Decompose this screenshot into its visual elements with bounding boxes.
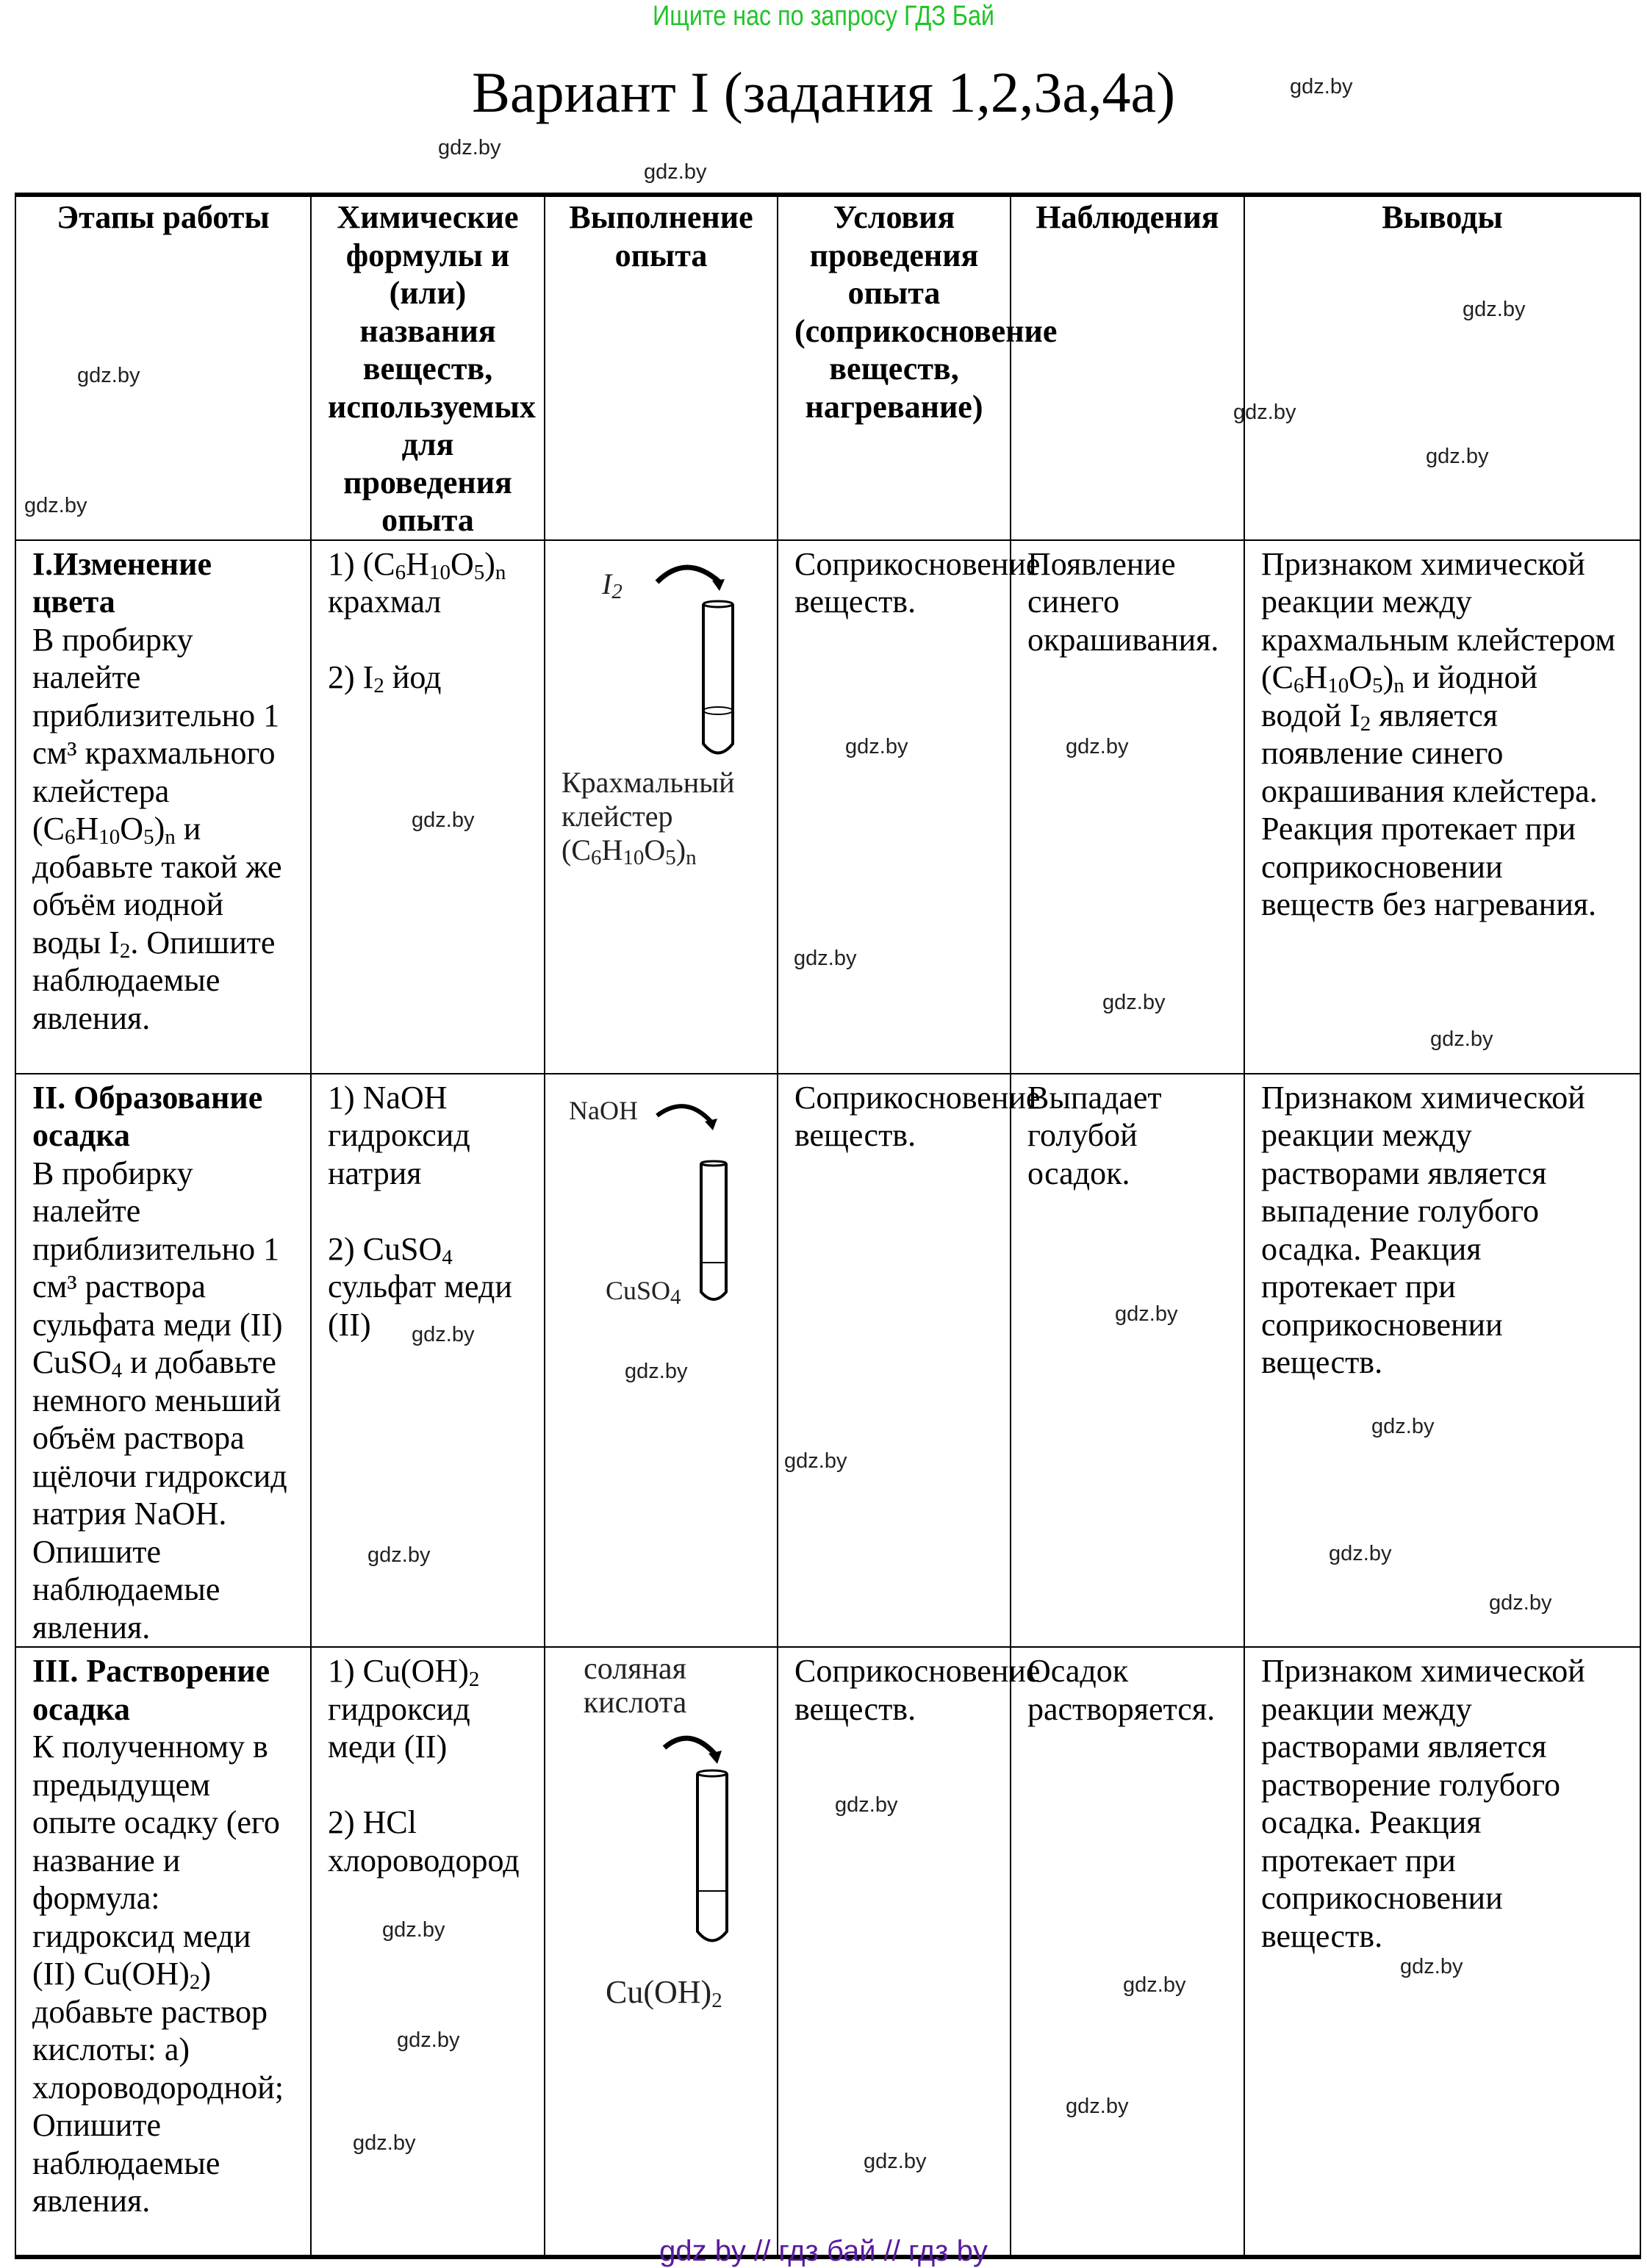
watermark: gdz.by — [845, 735, 908, 758]
watermark: gdz.by — [77, 364, 140, 387]
search-banner[interactable]: Ищите нас по запросу ГДЗ Бай — [653, 1, 994, 32]
watermark: gdz.by — [438, 136, 501, 159]
stage-text: В пробирку налейте приблизительно 1 см³ крахмального клейстера $(C_6H_{10}O_5)_n$ и добавьте такой же объём иодной воды $I_2$. Опишите наблюдаемые явления. — [32, 621, 282, 1036]
watermark: gdz.by — [397, 2028, 460, 2052]
watermark: gdz.by — [835, 1793, 898, 1817]
watermark: gdz.by — [1371, 1415, 1435, 1438]
execution-cell — [545, 1647, 778, 2257]
table-row — [15, 1074, 1640, 1648]
experiment-table — [15, 193, 1641, 2259]
test-tube-diagram — [561, 1652, 761, 2255]
watermark: gdz.by — [644, 160, 707, 184]
watermark: gdz.by — [412, 1323, 475, 1346]
watermark: gdz.by — [625, 1360, 688, 1383]
conditions-cell: Соприкосновение веществ. — [778, 540, 1011, 1074]
conditions-cell: Соприкосновение веществ. — [778, 1647, 1011, 2257]
stage-title: III. Растворение осадка — [32, 1653, 270, 1727]
formulas-cell — [311, 540, 545, 1074]
formula-item: 2) HCl хлороводород — [328, 1804, 520, 1878]
header-execution: Выполнение опыта — [545, 195, 778, 540]
reagent-label: $I_2$ — [602, 567, 622, 603]
watermark: gdz.by — [1066, 735, 1129, 758]
page-title: Вариант I (задания 1,2,3а,4а) — [471, 60, 1176, 124]
watermark: gdz.by — [412, 808, 475, 832]
watermark: gdz.by — [1233, 401, 1296, 424]
table-header-row — [15, 195, 1640, 540]
watermark: gdz.by — [1066, 2095, 1129, 2118]
formulas-cell — [311, 1647, 545, 2257]
watermark: gdz.by — [794, 947, 857, 970]
formula-item: 2) $I_2$ йод — [328, 659, 442, 697]
watermark: gdz.by — [1430, 1027, 1493, 1051]
stage-cell — [15, 540, 311, 1074]
header-conditions: Условия проведения опыта (соприкосновение веществ, нагревание) — [778, 195, 1011, 540]
watermark: gdz.by — [784, 1449, 847, 1473]
header-conclusions: Выводы — [1244, 195, 1640, 540]
stage-cell — [15, 1074, 311, 1648]
watermark: gdz.by — [1463, 298, 1526, 321]
stage-title: I.Изменение цвета — [32, 545, 212, 620]
watermark: gdz.by — [1123, 1973, 1186, 1997]
watermark: gdz.by — [382, 1918, 445, 1942]
substance-label: $Cu(OH)_2$ — [606, 1974, 722, 2012]
execution-cell — [545, 540, 778, 1074]
watermark: gdz.by — [1329, 1542, 1392, 1565]
watermark: gdz.by — [1400, 1955, 1463, 1978]
substance-label: Крахмальный клейстер $(C_6H_{10}O_5)_n$ — [561, 765, 735, 869]
conclusions-cell: Признаком химической реакции между растворами является выпадение голубого осадка. Реакция протекает при соприкосновении веществ. — [1244, 1074, 1640, 1648]
table-row — [15, 1647, 1640, 2257]
header-formulas: Химические формулы и (или) названия веществ, используемых для проведения опыта — [311, 195, 545, 540]
stage-text: В пробирку налейте приблизительно 1 см³ раствора сульфата меди (II) CuSO$_4$ и добавьте немного меньший объём раствора щёлочи гидроксид натрия NaOH. Опишите наблюдаемые явления. — [32, 1155, 287, 1646]
table-row — [15, 540, 1640, 1074]
formula-item: 2) CuSO$_4$ сульфат меди (II) — [328, 1230, 512, 1343]
stage-title: II. Образование осадка — [32, 1079, 263, 1153]
footer-links[interactable]: gdz by // гдз бай // гдз by — [659, 2235, 988, 2267]
watermark: gdz.by — [367, 1543, 431, 1567]
watermark: gdz.by — [1290, 75, 1353, 98]
conclusions-cell: Признаком химической реакции между крахмальным клейстером $(C_6H_{10}O_5)_n$ и йодной водой $I_2$ является появление синего окрашивания клейстера. Реакция протекает при соприкосновении веществ без нагревания. — [1244, 540, 1640, 1074]
reagent-label: соляная кислота — [583, 1652, 687, 1720]
test-tube-icon — [635, 553, 738, 766]
stage-text: К полученному в предыдущем опыте осадку (его название и формула: гидроксид меди (II) $Cu(OH)_2$) добавьте раствор кислоты: а) хлороводородной; Опишите наблюдаемые явления. — [32, 1729, 284, 2219]
observations-cell: Выпадает голубой осадок. — [1011, 1074, 1244, 1648]
test-tube-icon — [650, 1726, 753, 1961]
watermark: gdz.by — [353, 2131, 416, 2155]
formula-item: 1) $Cu(OH)_2$ гидроксид меди (II) — [328, 1653, 480, 1765]
formula-item: 1) NaOH гидроксид натрия — [328, 1079, 470, 1191]
conclusions-cell: Признаком химической реакции между растворами является растворение голубого осадка. Реакция протекает при соприкосновении веществ. — [1244, 1647, 1640, 2257]
watermark: gdz.by — [24, 494, 87, 517]
watermark: gdz.by — [1115, 1302, 1178, 1326]
observations-cell: Появление синего окрашивания. — [1011, 540, 1244, 1074]
watermark: gdz.by — [1102, 991, 1166, 1014]
observations-cell: Осадок растворяется. — [1011, 1647, 1244, 2257]
test-tube-diagram — [561, 545, 761, 1073]
header-observations: Наблюдения — [1011, 195, 1244, 540]
substance-label: CuSO$_4$ — [606, 1275, 681, 1309]
conditions-cell: Соприкосновение веществ. — [778, 1074, 1011, 1648]
stage-cell — [15, 1647, 311, 2257]
watermark: gdz.by — [864, 2150, 927, 2173]
reagent-label: NaOH — [569, 1095, 638, 1125]
watermark: gdz.by — [1489, 1591, 1552, 1615]
watermark: gdz.by — [1426, 445, 1489, 468]
header-stages: Этапы работы — [15, 195, 311, 540]
formula-item: 1) $(C_6H_{10}O_5)_n$ крахмал — [328, 545, 506, 620]
